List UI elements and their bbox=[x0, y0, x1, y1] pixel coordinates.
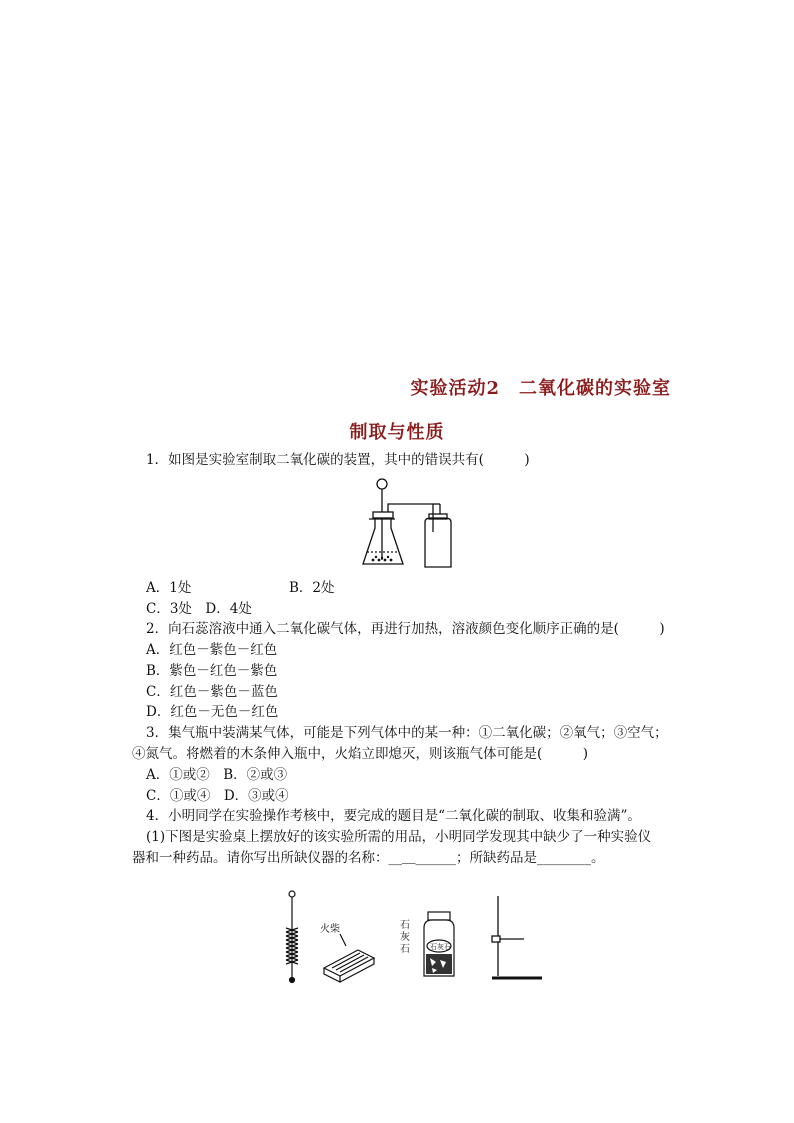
question-1-options-cd: C．3处 D．4处 bbox=[146, 601, 252, 617]
question-3-options-ab: A．①或② B．②或③ bbox=[146, 767, 288, 783]
iron-stand-icon bbox=[492, 896, 542, 978]
limestone-side-label-3: 石 bbox=[400, 944, 410, 955]
question-2-stem: 2．向石蕊溶液中通入二氧化碳气体，再进行加热，溶液颜色变化顺序正确的是( ) bbox=[146, 621, 665, 637]
matches-label: 火柴 bbox=[320, 924, 340, 935]
lab-items-figure bbox=[280, 888, 550, 988]
question-3-stem-line1: 3．集气瓶中装满某气体，可能是下列气体中的某一种：①二氧化碳；②氧气；③空气； bbox=[146, 725, 668, 741]
page-subtitle: 制取与性质 bbox=[349, 422, 445, 443]
question-4-part1-line2: 器和一种药品。请你写出所缺仪器的名称：__＿______；所缺药品是________。 bbox=[132, 850, 605, 866]
limestone-side-label-2: 灰 bbox=[400, 932, 410, 943]
limestone-side-label-1: 石 bbox=[400, 920, 410, 931]
question-4-stem: 4．小明同学在实验操作考核中，要完成的题目是“二氧化碳的制取、收集和验满”。 bbox=[146, 808, 641, 824]
matchbox-icon bbox=[324, 934, 374, 982]
question-1-option-b: B．2处 bbox=[289, 580, 335, 596]
question-2-option-c: C．红色－紫色－蓝色 bbox=[146, 684, 278, 700]
question-2-option-b: B．紫色－红色－紫色 bbox=[146, 663, 278, 679]
question-1-option-a: A．1处 bbox=[146, 580, 192, 596]
co2-generation-apparatus-figure bbox=[355, 474, 465, 570]
question-4-part1-line1: (1)下图是实验桌上摆放好的该实验所需的用品，小明同学发现其中缺少了一种实验仪 bbox=[146, 829, 652, 845]
limestone-jar-label: 石灰石 bbox=[430, 943, 451, 951]
question-3-stem-line2: ④氮气。将燃着的木条伸入瓶中，火焰立即熄灭，则该瓶气体可能是( ) bbox=[132, 746, 589, 762]
test-tube-brush-icon bbox=[286, 891, 298, 983]
question-3-options-cd: C．①或④ D．③或④ bbox=[146, 788, 289, 804]
question-1-stem: 1．如图是实验室制取二氧化碳的装置，其中的错误共有( ) bbox=[146, 452, 530, 468]
question-2-option-a: A．红色－紫色－红色 bbox=[146, 642, 278, 658]
page-title: 实验活动2 二氧化碳的实验室 bbox=[410, 378, 671, 399]
question-2-option-d: D．红色－无色－红色 bbox=[146, 704, 279, 720]
